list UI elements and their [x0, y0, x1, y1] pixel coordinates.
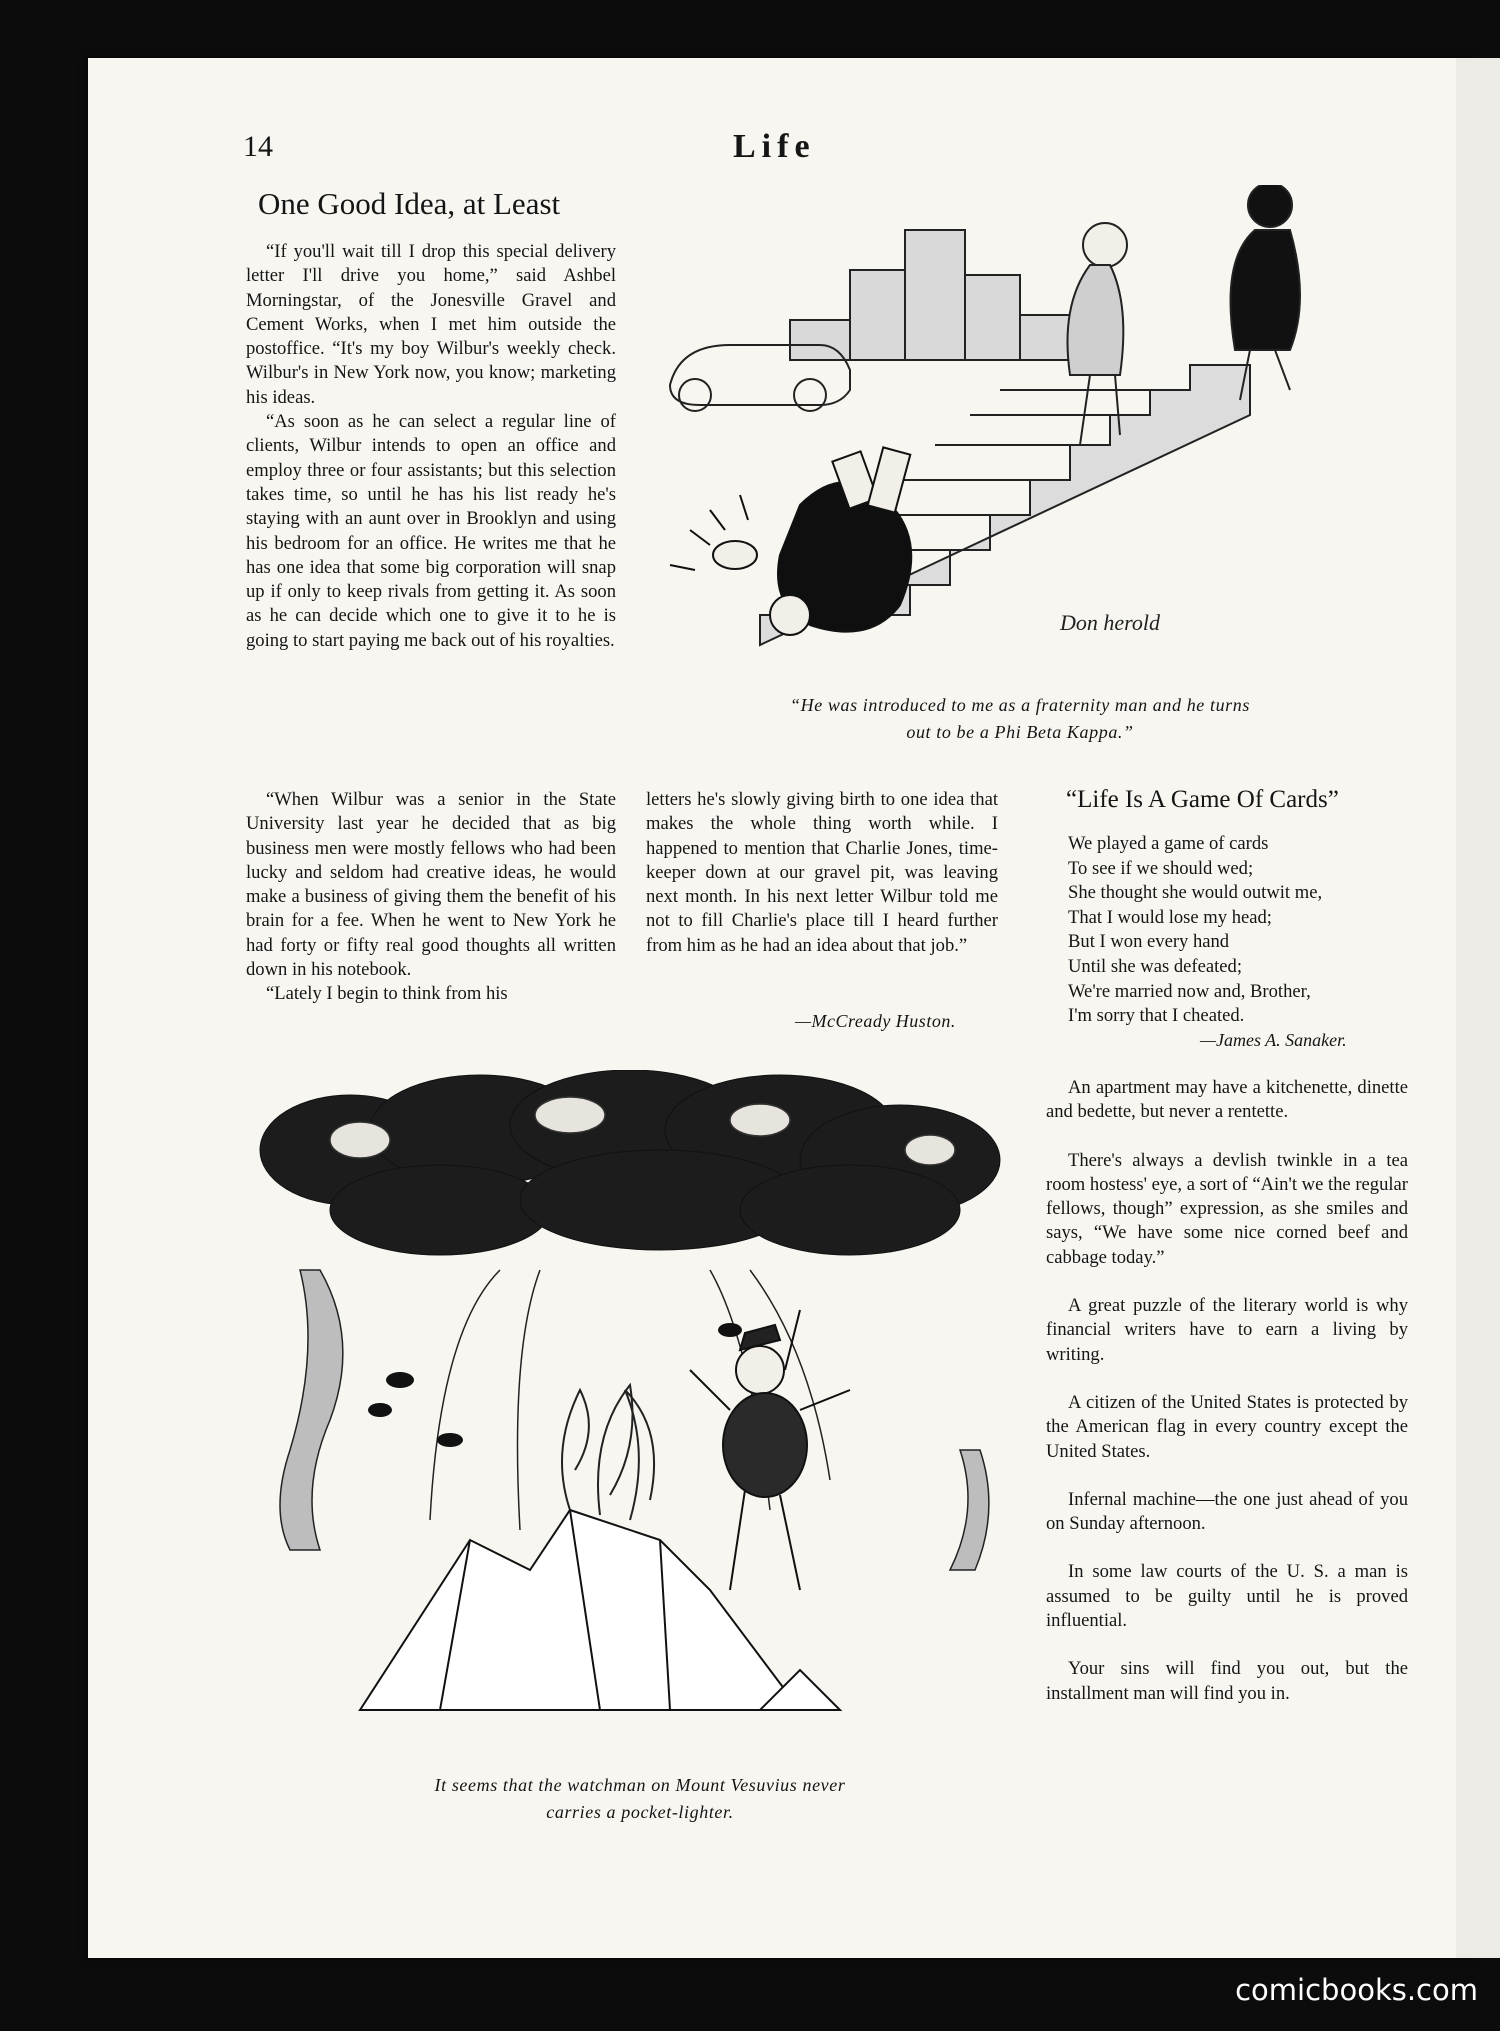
- page-number: 14: [243, 130, 273, 163]
- article-byline: —McCready Huston.: [795, 1011, 956, 1031]
- article-column-2: [646, 788, 998, 958]
- article-paragraph: “If you'll wait till I drop this special delivery letter I'll drive you home,” said Ashbel Morningstar, of the Jonesville Gravel and Cement Works, when I met him outside the postoffice. “It's my boy Wilbur's weekly check. Wilbur's in New York now, you know; marketing his ideas.: [246, 241, 616, 408]
- adjacent-page-edge: [1456, 58, 1500, 1958]
- poem-author: —James A. Sanaker.: [1200, 1030, 1347, 1050]
- cartoonist-signature: Don herold: [1060, 610, 1161, 635]
- volcano-cartoon-illustration: [240, 1070, 1020, 1760]
- article-column-1-top: [246, 240, 616, 653]
- short-paragraph: A citizen of the United States is protected by the American flag in every country except the United States.: [1046, 1391, 1408, 1462]
- short-paragraph: Your sins will find you out, but the installment man will find you in.: [1046, 1658, 1408, 1704]
- short-paragraph: In some law courts of the U. S. a man is assumed to be guilty until he is proved influential.: [1046, 1561, 1408, 1632]
- caption-line: carries a pocket-lighter.: [546, 1802, 734, 1822]
- bottom-cartoon-caption: [300, 1772, 980, 1826]
- short-paragraph: An apartment may have a kitchenette, dinette and bedette, but never a rentette.: [1046, 1077, 1408, 1123]
- poem-line: That I would lose my head;: [1068, 906, 1272, 928]
- short-paragraph: Infernal machine—the one just ahead of you on Sunday afternoon.: [1046, 1488, 1408, 1535]
- short-paragraphs-column: [1046, 1076, 1408, 1730]
- article-paragraph: “When Wilbur was a senior in the State University last year he decided that as big business men were mostly fellows who had been lucky and seldom had creative ideas, he would make a business of giving them the benefit of his brain for a fee. When he went to New York he had forty or fifty real good thoughts all written down in his notebook.: [246, 789, 616, 981]
- poem-line: Until she was defeated;: [1068, 955, 1242, 977]
- article-paragraph: letters he's slowly giving birth to one idea that makes the whole thing worth while. I happened to mention that Charlie Jones, time-keeper down at our gravel pit, was leaving next month. In his next letter Wilbur told me not to fill Charlie's place till I heard further from him as he had an idea about that job.”: [646, 789, 998, 956]
- poem-line: We're married now and, Brother,: [1068, 980, 1311, 1002]
- caption-line: “He was introduced to me as a fraternity man and he turns: [789, 695, 1250, 715]
- poem-title: “Life Is A Game Of Cards”: [1066, 786, 1339, 813]
- poem-line: To see if we should wed;: [1068, 857, 1254, 879]
- poem-line: She thought she would outwit me,: [1068, 882, 1323, 904]
- caption-line: out to be a Phi Beta Kappa.”: [906, 722, 1134, 742]
- poem-line: We played a game of cards: [1068, 833, 1269, 854]
- poem-line: I'm sorry that I cheated.: [1068, 1005, 1245, 1027]
- article-column-1-bottom: [246, 788, 616, 1007]
- article-paragraph: “Lately I begin to think from his: [266, 983, 508, 1005]
- site-watermark: comicbooks.com: [1235, 1973, 1478, 2007]
- stairs-cartoon-illustration: [650, 185, 1410, 675]
- top-cartoon-caption: [680, 692, 1360, 746]
- masthead: Life: [733, 128, 816, 165]
- poem-line: But I won every hand: [1068, 931, 1230, 953]
- article-paragraph: “As soon as he can select a regular line of clients, Wilbur intends to open an office and employ three or four assistants; but this selection takes time, so until he has his list ready he's staying with an aunt over in Brooklyn and using his bedroom for an office. He writes me that he has one idea that some big corporation will snap up if only to keep rivals from getting it. As soon as he can decide which one to give it to he is going to start paying me back out of his royalties.: [246, 411, 616, 651]
- article-title: One Good Idea, at Least: [258, 186, 561, 221]
- short-paragraph: A great puzzle of the literary world is why financial writers have to earn a living by writing.: [1046, 1295, 1408, 1365]
- caption-line: It seems that the watchman on Mount Vesuvius never: [434, 1775, 846, 1795]
- poem-body: [1068, 832, 1322, 1029]
- short-paragraph: There's always a devlish twinkle in a tea room hostess' eye, a sort of “Ain't we the regular fellows, though” expression, as she smiles and says, “We have some nice corned beef and cabbage today.”: [1046, 1149, 1408, 1268]
